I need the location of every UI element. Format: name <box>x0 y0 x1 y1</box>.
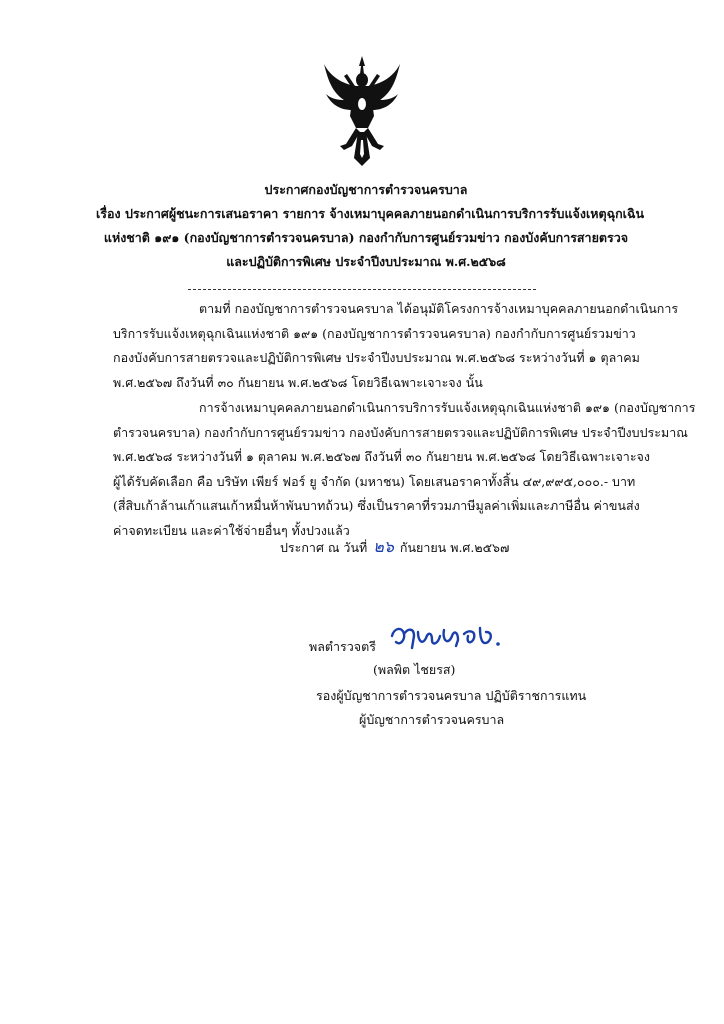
announcement-suffix: กันยายน พ.ศ.๒๕๖๗ <box>399 540 510 555</box>
paragraph-line: ตามที่ กองบัญชาการตำรวจนครบาล ได้อนุมัติโครงการจ้างเหมาบุคคลภายนอกดำเนินการ <box>199 301 679 316</box>
document-title <box>96 178 644 274</box>
paragraph-line: บริการรับแจ้งเหตุฉุกเฉินแห่งชาติ ๑๙๑ (กองบัญชาการตำรวจนครบาล) กองกำกับการศูนย์รวมข่าว <box>113 325 636 341</box>
signer-name: (พลพิต ไชยรส) <box>373 662 456 677</box>
divider-line <box>188 289 536 290</box>
paragraph-line: กองบังคับการสายตรวจและปฏิบัติการพิเศษ ประจำปีงบประมาณ พ.ศ.๒๕๖๘ ระหว่างวันที่ ๑ ตุลาคม <box>113 350 640 365</box>
garuda-emblem-icon <box>322 54 402 169</box>
paragraph-line: ผู้ได้รับคัดเลือก คือ บริษัท เพียร์ ฟอร์ ยู จำกัด (มหาชน) โดยเสนอราคาทั้งสิ้น ๔๙,๙๙๕,๐๐๐.- บาท <box>113 473 636 489</box>
announcement-date <box>280 535 509 560</box>
paragraph-1 <box>113 297 679 395</box>
paragraph-line: พ.ศ.๒๕๖๗ ถึงวันที่ ๓๐ กันยายน พ.ศ.๒๕๖๘ โดยวิธีเฉพาะเจาะจง นั้น <box>113 374 483 390</box>
signer-position-1: รองผู้บัญชาการตำรวจนครบาล ปฏิบัติราชการแทน <box>316 688 587 703</box>
paragraph-line: ค่าจดทะเบียน และค่าใช้จ่ายอื่นๆ ทั้งปวงแล้ว <box>113 522 350 538</box>
announcement-day: ๒๖ <box>373 537 394 556</box>
paragraph-line: (สี่สิบเก้าล้านเก้าแสนเก้าหมื่นห้าพันบาทถ้วน) ซึ่งเป็นราคาที่รวมภาษีมูลค่าเพิ่มและภาษีอื่น ค่าขนส่ง <box>113 498 640 513</box>
title-line-1: ประกาศกองบัญชาการตำรวจนครบาล <box>264 182 468 197</box>
title-line-4: และปฏิบัติการพิเศษ ประจำปีงบประมาณ พ.ศ.๒๕๖๘ <box>226 254 506 269</box>
signer-position-2: ผู้บัญชาการตำรวจนครบาล <box>359 712 505 727</box>
paragraph-line: พ.ศ.๒๕๖๘ ระหว่างวันที่ ๑ ตุลาคม พ.ศ.๒๕๖๗ ถึงวันที่ ๓๐ กันยายน พ.ศ.๒๕๖๘ โดยวิธีเฉพาะเจาะจง <box>113 449 650 464</box>
title-line-3: แห่งชาติ ๑๙๑ (กองบัญชาการตำรวจนครบาล) กองกำกับการศูนย์รวมข่าว กองบังคับการสายตรวจ <box>103 230 629 245</box>
announcement-prefix: ประกาศ ณ วันที่ <box>280 540 368 555</box>
signer-rank: พลตำรวจตรี <box>309 639 376 654</box>
paragraph-2 <box>113 396 696 543</box>
title-line-2: เรื่อง ประกาศผู้ชนะการเสนอราคา รายการ จ้างเหมาบุคคลภายนอกดำเนินการบริการรับแจ้งเหตุฉุกเฉิน <box>96 206 644 221</box>
paragraph-line: ตำรวจนครบาล) กองกำกับการศูนย์รวมข่าว กองบังคับการสายตรวจและปฏิบัติการพิเศษ ประจำปีงบประมาณ <box>113 424 688 440</box>
handwritten-signature <box>388 622 523 654</box>
paragraph-line: การจ้างเหมาบุคคลภายนอกดำเนินการบริการรับแจ้งเหตุฉุกเฉินแห่งชาติ ๑๙๑ (กองบัญชาการ <box>199 400 696 415</box>
